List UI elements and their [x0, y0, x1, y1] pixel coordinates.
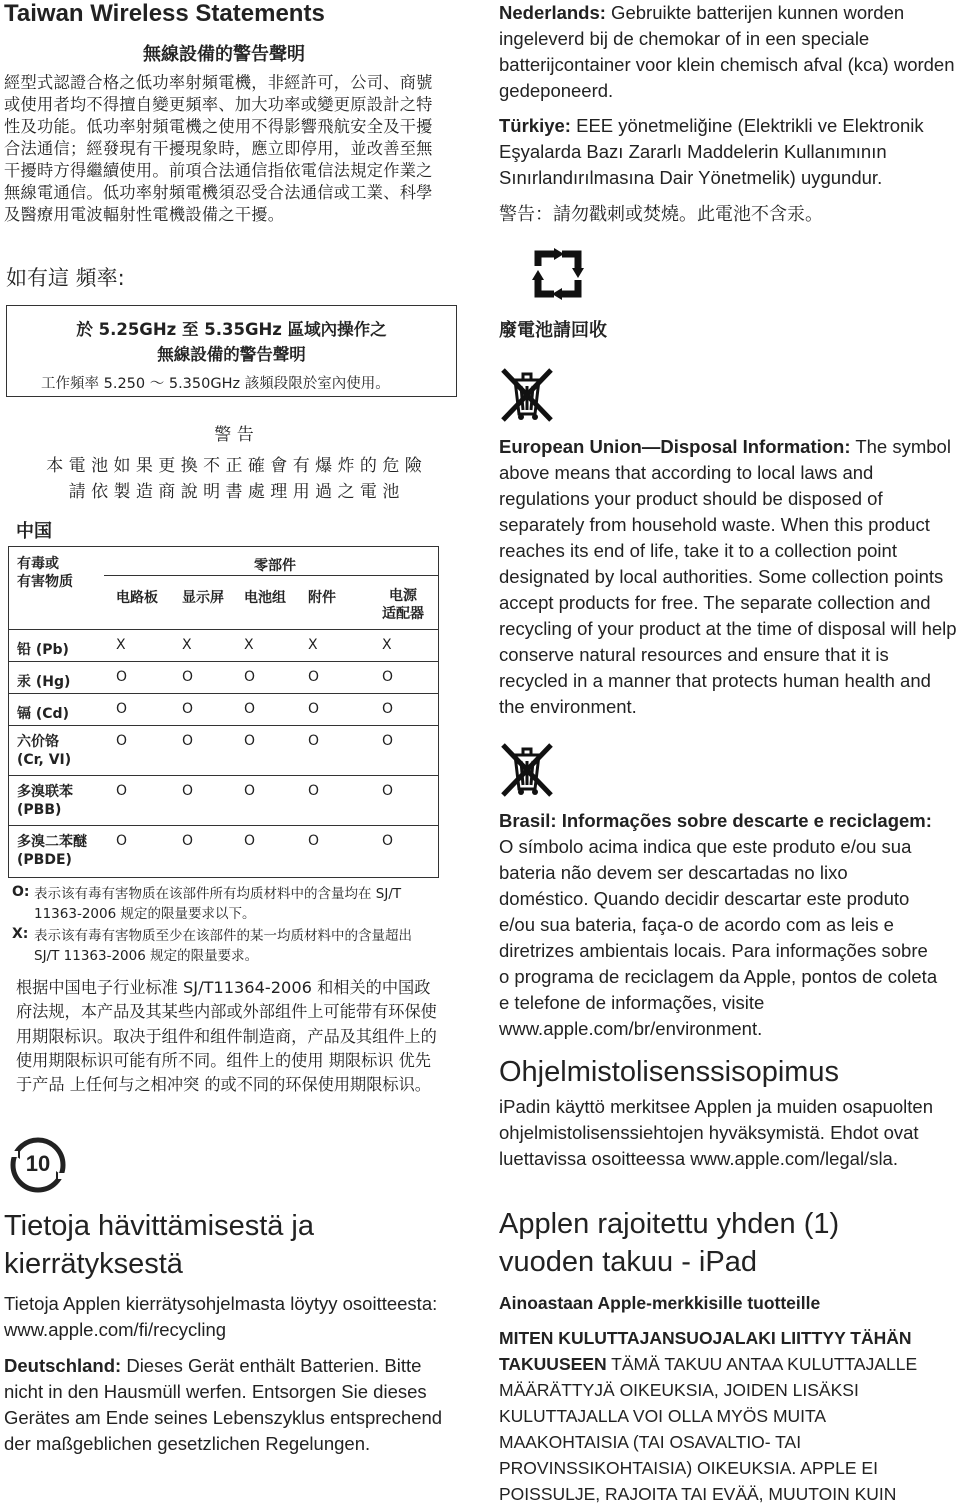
nederlands-paragraph [499, 0, 957, 104]
china-paragraph: 根据中国电子行业标准 SJ/T11364-2006 和相关的中国政府法规，本产品及其某些内部或外部组件上可能带有环保使用期限标识。取决于组件和组件制造商，产品及其组件上的使用期限标识可能有所不同。组件上的使用 期限标识 优先于产品 上任何与之相冲突 的或不同的环保使用期限标识。 [16, 978, 437, 1095]
table-row-name: 铅 (Pb) [17, 642, 69, 658]
table-row-line [9, 775, 438, 776]
table-cell: O [382, 733, 394, 749]
table-divider [104, 575, 439, 576]
warranty-paragraph [499, 1325, 939, 1507]
table-cell: O [308, 783, 320, 799]
crossed-bin-icon [499, 366, 555, 424]
table-cell: X [116, 637, 126, 653]
eu-label: European Union—Disposal Information: [499, 436, 851, 457]
table-row-line [9, 693, 438, 694]
table-cell: O [182, 833, 194, 849]
table-cell: O [116, 669, 128, 685]
battery-warning-line-1: 本 電 池 如 果 更 換 不 正 確 會 有 爆 炸 的 危 險 [46, 456, 422, 476]
eu-disposal-paragraph [499, 434, 957, 720]
warranty-subheading: Ainoastaan Apple-merkkisille tuotteille [499, 1293, 821, 1313]
table-cell: X [182, 637, 192, 653]
table-row-name: 镉 (Cd) [17, 706, 69, 722]
taiwan-recycle-icon-graphic [530, 246, 586, 302]
table-cell: O [116, 733, 128, 749]
finnish-disposal-heading: Tietoja hävittämisestä ja kierrätyksestä [4, 1210, 315, 1280]
table-row-line [9, 725, 438, 726]
box-line-2: 無線設備的警告聲明 [157, 345, 306, 364]
table-group-header: 零部件 [254, 558, 296, 574]
table-cell: O [308, 733, 320, 749]
table-cell: O [116, 783, 128, 799]
table-cell: O [382, 701, 394, 717]
license-heading: Ohjelmistolisenssisopimus [499, 1056, 840, 1088]
table-cell: O [244, 783, 256, 799]
crossed-bin-icon-graphic [499, 741, 555, 799]
frequency-box [6, 305, 457, 397]
box-line-3: 工作頻率 5.250 ～ 5.350GHz 該頻段限於室內使用。 [41, 376, 390, 392]
table-col-header: 电路板 [116, 590, 158, 606]
table-cell: O [308, 669, 320, 685]
note-x-text: 表示该有毒有害物质至少在该部件的某一均质材料中的含量超出 SJ/T 11363-2006 规定的限量要求。 [34, 928, 412, 964]
taiwan-recycle-icon [530, 246, 586, 302]
deutschland-paragraph [4, 1353, 459, 1457]
battery-warning-heading: 警 告 [214, 425, 254, 445]
brasil-text: O símbolo acima indica que este produto e/ou sua bateria não devem ser descartadas no lixo doméstico. Quando decidir descartar este produto e/ou sua bateria, faça-o de acordo com as leis e diretrizes ambientais locais. Para informações sobre o programa de reciclagem da Apple, pontos de coleta e telefone de informações, visite www.apple.com/br/environment. [499, 836, 938, 1039]
deutschland-text: Dieses Gerät enthält Batterien. Bitte nicht in den Hausmüll werfen. Entsorgen Sie dieses Gerätes am Ende seines Lebenszyklus entsprechend der maßgeblichen gesetzlichen Regelungen. [4, 1355, 443, 1454]
table-cell: O [116, 833, 128, 849]
eu-text: The symbol above means that according to local laws and regulations your product should be disposed of separately from household waste. When this product reaches its end of life, take it to a collection point designated by local authorities. Some collection points accept products for free. The separate collection and recycling of your product at the time of disposal will help conserve natural resources and ensure that it is recycled in a manner that protects human health and the environment. [499, 436, 957, 717]
table-col-header: 显示屏 [182, 590, 224, 606]
table-cell: O [182, 783, 194, 799]
table-row-name: 六价铬 (Cr, VI) [17, 734, 72, 768]
taiwan-title: Taiwan Wireless Statements [4, 0, 325, 27]
nederlands-text: Gebruikte batterijen kunnen worden ingeleverd bij de chemokar of in een speciale batterijcontainer voor klein chemisch afval (kca) worden gedeponeerd. [499, 2, 955, 101]
tw-recycle-label: 廢電池請回收 [499, 320, 607, 341]
table-col-header: 附件 [308, 590, 336, 606]
note-o-text: 表示该有毒有害物质在该部件所有均质材料中的含量均在 SJ/T 11363-2006 规定的限量要求以下。 [34, 886, 402, 922]
table-cell: O [382, 783, 394, 799]
table-cell: O [308, 701, 320, 717]
warranty-bold-heading: MITEN KULUTTAJANSUOJALAKI LIITTYY TÄHÄN TAKUUSEEN [499, 1328, 912, 1374]
note-o-key: O: [12, 884, 30, 900]
box-line-1: 於 5.25GHz 至 5.35GHz 區域內操作之 [76, 320, 387, 339]
battery-warning-line-2: 請 依 製 造 商 說 明 書 處 理 用 過 之 電 池 [68, 482, 400, 502]
table-cell: O [182, 701, 194, 717]
table-cell: O [382, 833, 394, 849]
table-cell: O [308, 833, 320, 849]
crossed-bin-icon [499, 741, 555, 799]
table-col-header: 电池组 [244, 590, 286, 606]
frequency-label: 如有這 頻率: [6, 266, 125, 290]
license-text: iPadin käyttö merkitsee Applen ja muiden osapuolten ohjelmistolisenssiehtojen hyväksymistä. Ehdot ovat luettavissa osoitteessa www.apple.com/legal/sla. [499, 1096, 933, 1169]
table-row-name: 多溴二苯醚 (PBDE) [17, 834, 87, 868]
brasil-label: Brasil: Informações sobre descarte e reciclagem: [499, 810, 932, 831]
tw-warning-heading: 無線設備的警告聲明 [143, 44, 305, 65]
china-label: 中国 [16, 521, 52, 542]
turkiye-paragraph [499, 113, 957, 191]
table-cell: X [244, 637, 254, 653]
table-cell: O [244, 701, 256, 717]
nederlands-label: Nederlands: [499, 2, 606, 23]
warranty-text: TÄMÄ TAKUU ANTAA KULUTTAJALLE MÄÄRÄTTYJÄ OIKEUKSIA, JOIDEN LISÄKSI KULUTTAJALLA VOI OLLA MYÖS MUITA MAAKOHTAISIA (TAI OSAVALTIO- TAI PROVINSSIKOHTAISIA) OIKEUKSIA. APPLE EI POISSULJE, RAJOITA TAI EVÄÄ, MUUTOIN KUIN [499, 1354, 918, 1504]
efup-number: 10 [25, 1151, 51, 1176]
table-corner-label: 有毒或 有害物质 [17, 556, 73, 590]
table-cell: X [308, 637, 318, 653]
table-row-line [9, 825, 438, 826]
table-row-line [9, 629, 438, 630]
turkiye-text: EEE yönetmeliğine (Elektrikli ve Elektronik Eşyalarda Bazı Zararlı Maddelerin Kullanımının Sınırlandırılmasına Dair Yönetmelik) uygundur. [499, 115, 924, 188]
tw-warning-text: 經型式認證合格之低功率射頻電機，非經許可，公司、商號或使用者均不得擅自變更頻率、加大功率或變更原設計之特性及功能。低功率射頻電機之使用不得影響飛航安全及干擾合法通信；經發現有干擾現象時，應立即停用，並改善至無干擾時方得繼續使用。前項合法通信指依電信法規定作業之無線電通信。低功率射頻電機須忍受合法通信或工業、科學及醫療用電波輻射性電機設備之干擾。 [4, 73, 433, 224]
warranty-heading: Applen rajoitettu yhden (1) vuoden takuu - iPad [499, 1208, 840, 1278]
table-cell: O [244, 669, 256, 685]
table-cell: O [382, 669, 394, 685]
table-cell: O [182, 733, 194, 749]
note-x-key: X: [12, 926, 29, 942]
table-cell: O [244, 833, 256, 849]
table-cell: O [116, 701, 128, 717]
tw-battery-warning: 警告：請勿戳刺或焚燒。此電池不含汞。 [499, 204, 823, 225]
hazard-table [8, 546, 439, 878]
deutschland-label: Deutschland: [4, 1355, 122, 1376]
table-row-name: 多溴联苯 (PBB) [17, 784, 73, 818]
table-cell: O [244, 733, 256, 749]
finnish-recycling-text: Tietoja Applen kierrätysohjelmasta löytyy osoitteesta: www.apple.com/fi/recycling [4, 1293, 438, 1340]
table-cell: X [382, 637, 392, 653]
table-col-header: 电源 适配器 [382, 588, 424, 622]
efup-10-icon [6, 1133, 70, 1197]
table-cell: O [182, 669, 194, 685]
table-row-line [9, 661, 438, 662]
table-row-name: 汞 (Hg) [17, 674, 71, 690]
turkiye-label: Türkiye: [499, 115, 571, 136]
crossed-bin-icon-graphic [499, 366, 555, 424]
